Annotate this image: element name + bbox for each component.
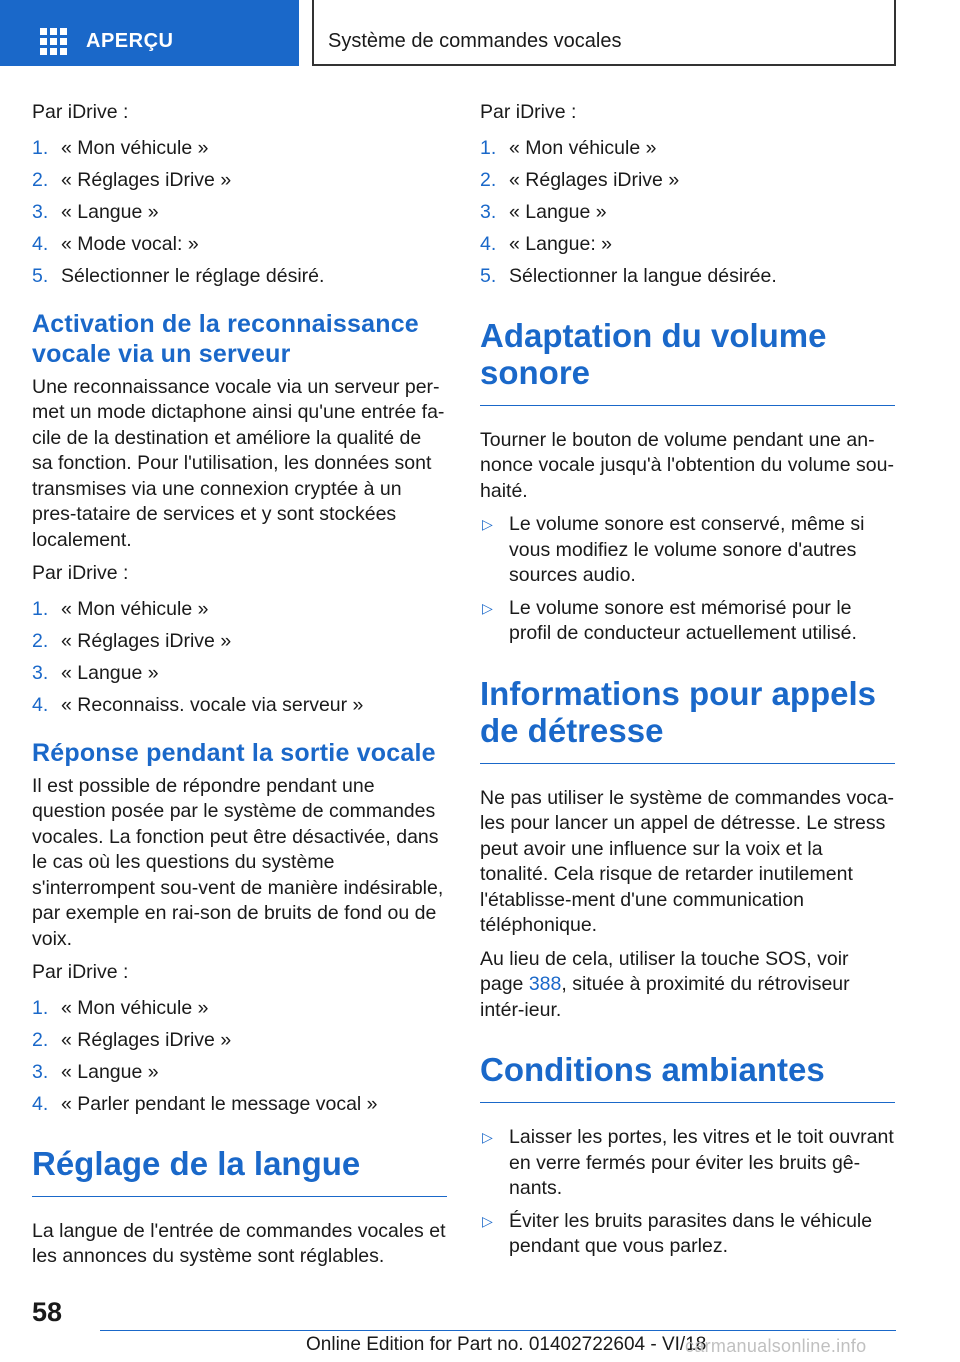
paragraph: Une reconnaissance vocale via un serveur per-met un mode dictaphone ainsi qu'une entrée fa-cile de la destination et améliore la qualité de sa fonction. Pour l'utilisation, les données sont transmises via une connexion cryptée à un pres-tataire de services et y sont stockées localement. <box>32 375 445 551</box>
grid-icon <box>40 28 67 53</box>
page-number: 58 <box>32 1297 63 1327</box>
footer-divider <box>100 1330 896 1331</box>
steps-language <box>480 136 895 289</box>
paragraph: Ne pas utiliser le système de commandes voca-les pour lancer un appel de détresse. Le stress peut avoir une influence sur la voix et la tonalité. Cela risque de retarder inutilement l'établisse-ment d'une communication téléphonique. <box>480 786 895 936</box>
list-item: 4. « Langue: » <box>480 232 613 255</box>
list-item: 2. « Réglages iDrive » <box>32 629 232 652</box>
steps-voice-mode <box>32 136 447 289</box>
list-item: 5. Sélectionner la langue désirée. <box>480 264 777 287</box>
paragraph: Il est possible de répondre pendant une question posée par le système de commandes vocales. La fonction peut être désactivée, dans le cas où les questions du système s'interrompent sou-vent de manière indésirable, par exemple en rai-son de bruits de fond ou de voix. <box>32 774 444 950</box>
list-item: 2. « Réglages iDrive » <box>32 168 232 191</box>
intro-label: Par iDrive : <box>480 101 577 123</box>
list-item: ▷ Le volume sonore est mémorisé pour le profil de conducteur actuellement utilisé. <box>482 596 857 644</box>
watermark: carmanualsonline.info <box>685 1336 867 1356</box>
subheading-response-during-output: Réponse pendant la sortie vocale <box>32 738 436 767</box>
list-item: 3. « Langue » <box>32 1060 159 1083</box>
list-item: 5. Sélectionner le réglage désiré. <box>32 264 325 287</box>
list-item: ▷ Le volume sonore est conservé, même si vous modifiez le volume sonore d'autres sources audio. <box>482 513 865 586</box>
steps-response <box>32 996 447 1117</box>
page-reference-link[interactable]: 388 <box>528 973 562 995</box>
list-item: ▷ Éviter les bruits parasites dans le véhicule pendant que vous parlez. <box>482 1209 873 1257</box>
chapter-title: Système de commandes vocales <box>328 30 622 52</box>
list-item: 3. « Langue » <box>32 200 159 223</box>
list-item: 2. « Réglages iDrive » <box>32 1028 232 1051</box>
overview-tab-label: APERÇU <box>86 30 174 52</box>
intro-label: Par iDrive : <box>32 101 129 123</box>
paragraph: La langue de l'entrée de commandes vocales et les annonces du système sont réglables. <box>32 1219 446 1267</box>
triangle-bullet-icon: ▷ <box>482 1212 493 1229</box>
section-heading-volume: Adaptation du volume sonore <box>480 317 895 406</box>
edition-text: Online Edition for Part no. 01402722604 - VI/18 <box>306 1334 707 1355</box>
list-item: ▷ Laisser les portes, les vitres et le toit ouvrant en verre fermés pour éviter les bruits gê-nants. <box>482 1126 894 1199</box>
section-heading-ambient: Conditions ambiantes <box>480 1051 895 1103</box>
paragraph: Au lieu de cela, utiliser la touche SOS, voir page 388, située à proximité du rétroviseur intér-ieur. <box>480 947 850 1021</box>
page-header <box>0 0 960 66</box>
paragraph: Tourner le bouton de volume pendant une an-nonce vocale jusqu'à l'obtention du volume sou-haité. <box>480 428 894 502</box>
list-item: 4. « Parler pendant le message vocal » <box>32 1092 378 1115</box>
triangle-bullet-icon: ▷ <box>482 1129 493 1145</box>
triangle-bullet-icon: ▷ <box>482 599 493 616</box>
section-heading-emergency: Informations pour appels de détresse <box>480 675 895 764</box>
intro-label: Par iDrive : <box>32 961 129 983</box>
list-item: 1. « Mon véhicule » <box>32 996 209 1019</box>
list-item: 1. « Mon véhicule » <box>480 136 657 159</box>
chapter-title-box <box>312 0 896 66</box>
subheading-server-recognition: Activation de la reconnaissance vocale via un serveur <box>32 309 419 368</box>
overview-tab[interactable] <box>0 0 299 66</box>
list-item: 3. « Langue » <box>32 661 159 684</box>
volume-bullets <box>480 512 895 647</box>
ambient-bullets <box>480 1125 895 1260</box>
list-item: 1. « Mon véhicule » <box>32 597 209 620</box>
list-item: 2. « Réglages iDrive » <box>480 168 680 191</box>
list-item: 3. « Langue » <box>480 200 607 223</box>
section-heading-language: Réglage de la langue <box>32 1145 447 1197</box>
right-column <box>480 100 895 1267</box>
list-item: 1. « Mon véhicule » <box>32 136 209 159</box>
left-column <box>32 100 447 1270</box>
intro-label: Par iDrive : <box>32 562 129 584</box>
steps-server-recognition <box>32 597 447 718</box>
list-item: 4. « Reconnaiss. vocale via serveur » <box>32 693 364 716</box>
list-item: 4. « Mode vocal: » <box>32 232 199 255</box>
triangle-bullet-icon: ▷ <box>482 516 493 532</box>
